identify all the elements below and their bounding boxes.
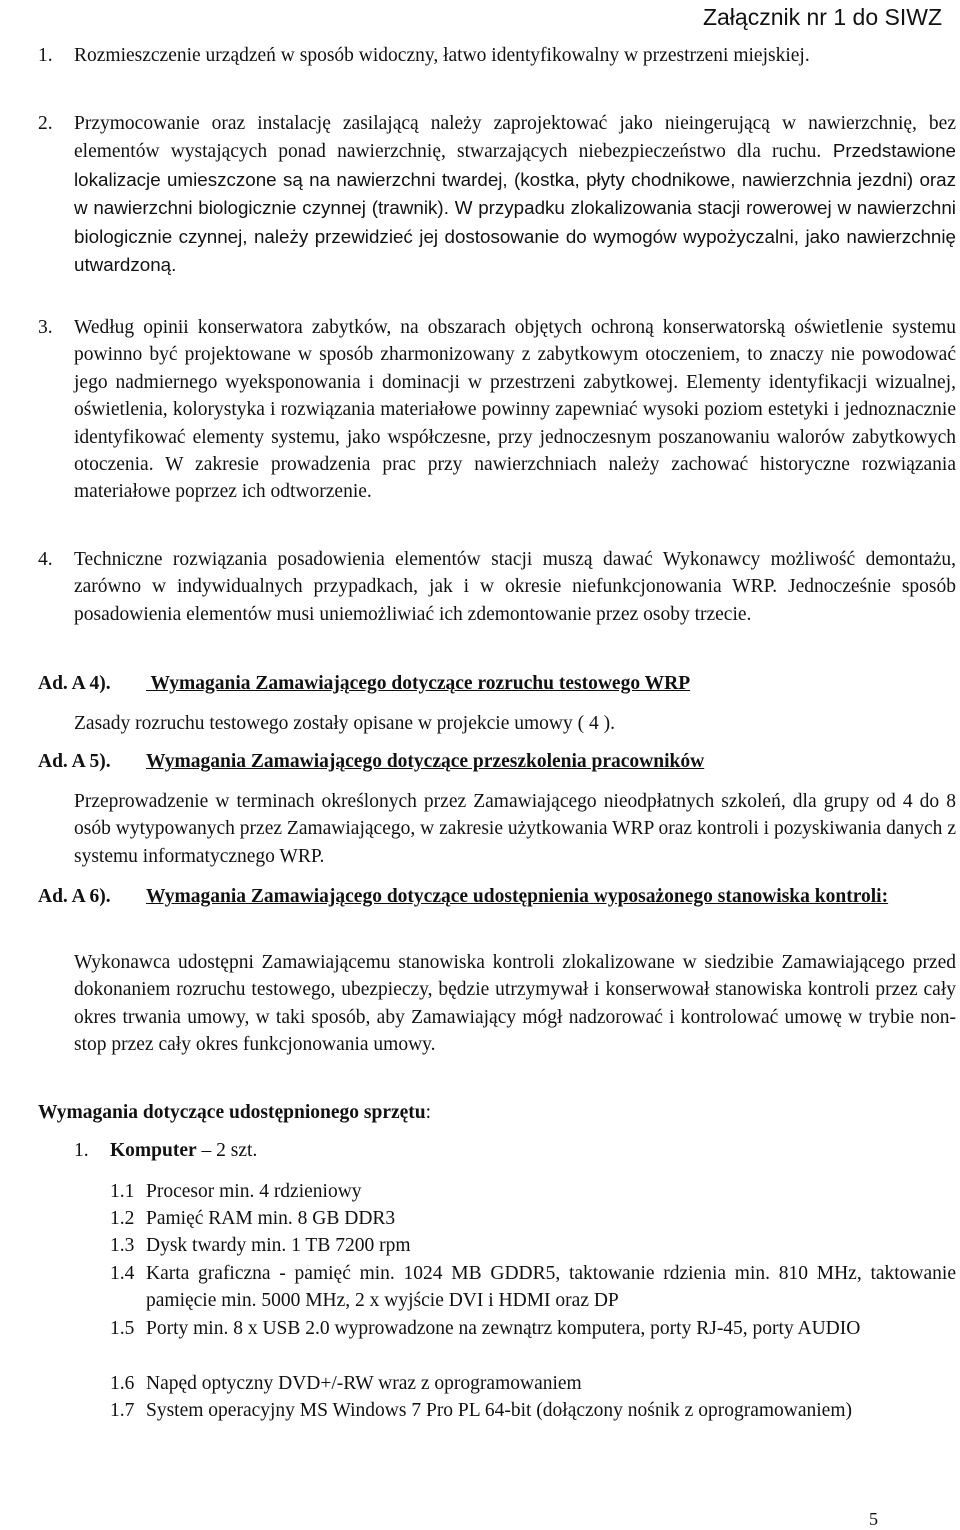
spec-text: Karta graficzna - pamięć min. 1024 MB GDDR5, taktowanie rdzienia min. 810 MHz, taktowanie pamięcie min. 5000 MHz, 2 x wyjście DVI i HDMI oraz DP: [146, 1263, 956, 1312]
section-label: Ad. A 6).: [38, 886, 111, 907]
list-item-text: [74, 110, 956, 279]
spec-number: 1.6: [110, 1373, 135, 1394]
page-number: 5: [869, 1509, 878, 1529]
list-item-number: 1.: [38, 45, 53, 66]
list-item-text: Według opinii konserwatora zabytków, na obszarach objętych ochroną konserwatorską oświetlenie systemu powinno być projektowane w sposób zharmonizowany z zabytkowym otoczeniem, to znaczy nie powodować jego nadmiernego wyeksponowania i dominacji w przestrzeni zabytkowej. Elementy identyfikacji wizualnej, oświetlenia, kolorystyka i rozwiązania materiałowe powinny zapewniać wysoki poziom estetyki i jednoznacznie identyfikować elementy systemu, jako współczesne, przy jednoczesnym poszanowaniu walorów zabytkowych otoczenia. W zakresie prowadzenia prac przy nawierzchniach należy zachować historyczne rozwiązania materiałowe poprzez ich odtworzenie.: [74, 317, 956, 503]
list-item-text: Rozmieszczenie urządzeń w sposób widoczny, łatwo identyfikowalny w przestrzeni miejskiej.: [74, 45, 810, 66]
section-heading: Wymagania Zamawiającego dotyczące przeszkolenia pracowników: [146, 751, 705, 772]
equipment-item-number: 1.: [74, 1140, 89, 1161]
spec-text: Pamięć RAM min. 8 GB DDR3: [146, 1208, 396, 1229]
spec-number: 1.5: [110, 1318, 135, 1339]
section-heading: Wymagania Zamawiającego dotyczące rozruchu testowego WRP: [146, 673, 691, 694]
section-label: Ad. A 4).: [38, 673, 111, 694]
spec-text: System operacyjny MS Windows 7 Pro PL 64-bit (dołączony nośnik z oprogramowaniem): [146, 1400, 852, 1421]
equipment-heading: [38, 1099, 431, 1126]
spec-number: 1.3: [110, 1235, 135, 1256]
section-body: Zasady rozruchu testowego zostały opisane w projekcie umowy ( 4 ).: [74, 713, 615, 734]
equipment-item: [110, 1137, 257, 1164]
section-label: Ad. A 5).: [38, 751, 111, 772]
spec-text: Porty min. 8 x USB 2.0 wyprowadzone na zewnątrz komputera, porty RJ-45, porty AUDIO: [146, 1318, 861, 1339]
list-item-text-part: Przedstawione lokalizacje umieszczone są na nawierzchni twardej, (kostka, płyty chodnikowe, nawierzchnia jezdni) oraz w nawierzchni biologicznie czynnej (trawnik).: [74, 140, 957, 219]
spec-text: Napęd optyczny DVD+/-RW wraz z oprogramowaniem: [146, 1373, 582, 1394]
spec-text: Procesor min. 4 rdzieniowy: [146, 1181, 362, 1202]
list-item-number: 3.: [38, 317, 53, 338]
spec-number: 1.2: [110, 1208, 135, 1229]
equipment-heading-colon: :: [425, 1102, 432, 1123]
equipment-item-name: Komputer: [110, 1140, 197, 1161]
spec-text: Dysk twardy min. 1 TB 7200 rpm: [146, 1235, 411, 1256]
section-body: Wykonawca udostępni Zamawiającemu stanowiska kontroli zlokalizowane w siedzibie Zamawiającego przed dokonaniem rozruchu testowego, ubezpieczy, będzie utrzymywał i konserwował stanowiska kontroli przez cały okres trwania umowy, w taki sposób, aby Zamawiający mógł nadzorować i kontrolować umowę w trybie non-stop przez cały okres funkcjonowania umowy.: [74, 952, 956, 1056]
list-item-text-part: Przymocowanie oraz instalację zasilającą należy zaprojektować jako nieingerującą w nawierzchnię, bez elementów wystających ponad nawierzchnię, stwarzających niebezpieczeństwo dla ruchu.: [74, 113, 956, 163]
spec-number: 1.7: [110, 1400, 135, 1421]
section-heading: Wymagania Zamawiającego dotyczące udostępnienia wyposażonego stanowiska kontroli:: [146, 886, 889, 907]
spec-number: 1.1: [110, 1181, 135, 1202]
list-item-number: 2.: [38, 113, 53, 134]
list-item-text-part: W przypadku zlokalizowania stacji rowerowej w nawierzchni biologicznie czynnej, należy przewidzieć jej dostosowanie do wymogów wypożyczalni, jako nawierzchnię utwardzoną.: [74, 197, 956, 276]
equipment-item-qty: – 2 szt.: [196, 1140, 258, 1161]
list-item-number: 4.: [38, 549, 53, 570]
list-item-text: Techniczne rozwiązania posadowienia elementów stacji muszą dawać Wykonawcy możliwość demontażu, zarówno w indywidualnych przypadkach, jak i w okresie niefunkcjonowania WRP. Jednocześnie sposób posadowienia elementów musi uniemożliwiać ich zdemontowanie przez osoby trzecie.: [74, 549, 956, 625]
equipment-heading-text: Wymagania dotyczące udostępnionego sprzętu: [38, 1102, 426, 1123]
spec-number: 1.4: [110, 1263, 135, 1284]
section-body: Przeprowadzenie w terminach określonych przez Zamawiającego nieodpłatnych szkoleń, dla grupy od 4 do 8 osób wytypowanych przez Zamawiającego, w zakresie użytkowania WRP oraz kontroli i pozyskiwania danych z systemu informatycznego WRP.: [74, 791, 956, 867]
page-header-title: Załącznik nr 1 do SIWZ: [702, 4, 942, 30]
